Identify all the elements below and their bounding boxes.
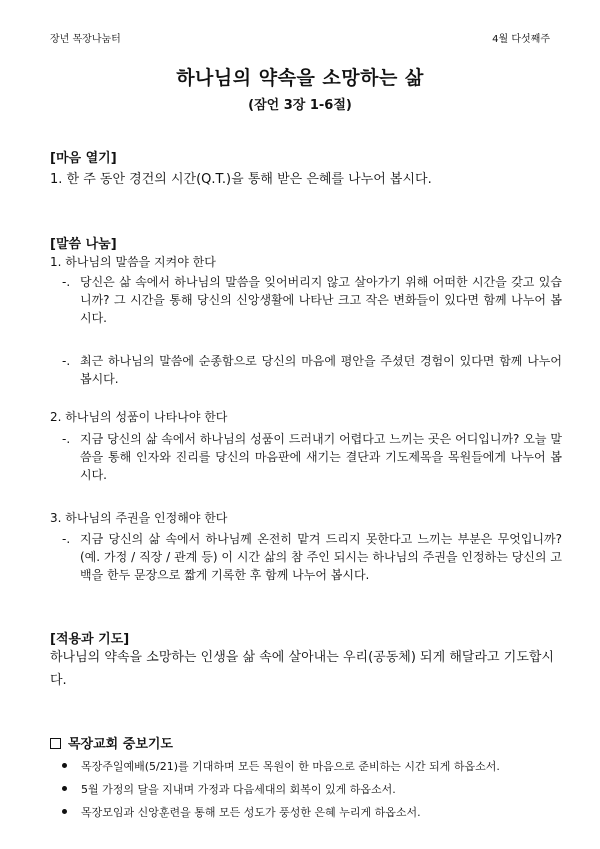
dash-mark: -. <box>62 275 71 289</box>
checkbox-square-icon <box>50 738 61 749</box>
prayer-item-text: 목장모임과 신앙훈련을 통해 모든 성도가 풍성한 은혜 누리게 하옵소서. <box>81 806 421 819</box>
page-subtitle: (잠언 3장 1-6절) <box>248 98 352 113</box>
item-text: 최근 하나님의 말씀에 순종함으로 당신의 마음에 평안을 주셨던 경험이 있다면 함께 나누어 봅시다. <box>80 354 562 386</box>
prayer-heading-text: 목장교회 중보기도 <box>68 737 173 752</box>
item-text: 지금 당신의 삶 속에서 하나님께 온전히 맡겨 드리지 못한다고 느끼는 부분은 무엇입니까? (예. 가정 / 직장 / 관계 등) 이 시간 삶의 참 주인 되시는 하나님의 주권을 인정하는 당신의 고백을 한두 문장으로 짧게 기록한 후 함께 나누어 봅시다. <box>80 532 562 582</box>
point-1-item-1 <box>62 273 562 327</box>
prayer-item-1 <box>62 758 500 774</box>
point-1-item-2 <box>62 352 562 388</box>
header-left: 장년 목장나눔터 <box>50 34 121 45</box>
prayer-item-3 <box>62 804 421 820</box>
dash-mark: -. <box>62 432 71 446</box>
item-text: 지금 당신의 삶 속에서 하나님의 성품이 드러내기 어렵다고 느끼는 곳은 어디입니까? 오늘 말씀을 통해 인자와 진리를 당신의 마음판에 새기는 결단과 기도제목을 목원들에게 나누어 봅시다. <box>80 432 562 482</box>
prayer-heading <box>50 733 173 752</box>
section-heading-apply: [적용과 기도] <box>50 632 130 647</box>
bullet-icon <box>62 763 67 768</box>
bullet-icon <box>62 786 67 791</box>
section-heading-open: [마음 열기] <box>50 151 117 166</box>
apply-text: 하나님의 약속을 소망하는 인생을 삶 속에 살아내는 우리(공동체) 되게 해달라고 기도합시다. <box>50 650 554 688</box>
prayer-item-2 <box>62 781 396 797</box>
header-right: 4월 다섯째주 <box>492 34 550 45</box>
point-3-item-1 <box>62 530 562 584</box>
page-title: 하나님의 약속을 소망하는 삶 <box>176 67 424 89</box>
dash-mark: -. <box>62 354 71 368</box>
point-title-1: 1. 하나님의 말씀을 지켜야 한다 <box>50 255 216 269</box>
point-title-2: 2. 하나님의 성품이 나타나야 한다 <box>50 410 228 424</box>
point-2-item-1 <box>62 430 562 484</box>
open-question: 1. 한 주 동안 경건의 시간(Q.T.)을 통해 받은 은혜를 나누어 봅시다. <box>50 172 432 187</box>
dash-mark: -. <box>62 532 71 546</box>
point-title-3: 3. 하나님의 주권을 인정해야 한다 <box>50 511 228 525</box>
bullet-icon <box>62 809 67 814</box>
section-heading-share: [말씀 나눔] <box>50 237 117 252</box>
prayer-item-text: 5월 가정의 달을 지내며 가정과 다음세대의 회복이 있게 하옵소서. <box>81 783 396 796</box>
item-text: 당신은 삶 속에서 하나님의 말씀을 잊어버리지 않고 살아가기 위해 어떠한 시간을 갖고 있습니까? 그 시간을 통해 당신의 신앙생활에 나타난 크고 작은 변화들이 있다면 함께 나누어 봅시다. <box>80 275 562 325</box>
prayer-item-text: 목장주일예배(5/21)를 기대하며 모든 목원이 한 마음으로 준비하는 시간 되게 하옵소서. <box>81 760 500 773</box>
